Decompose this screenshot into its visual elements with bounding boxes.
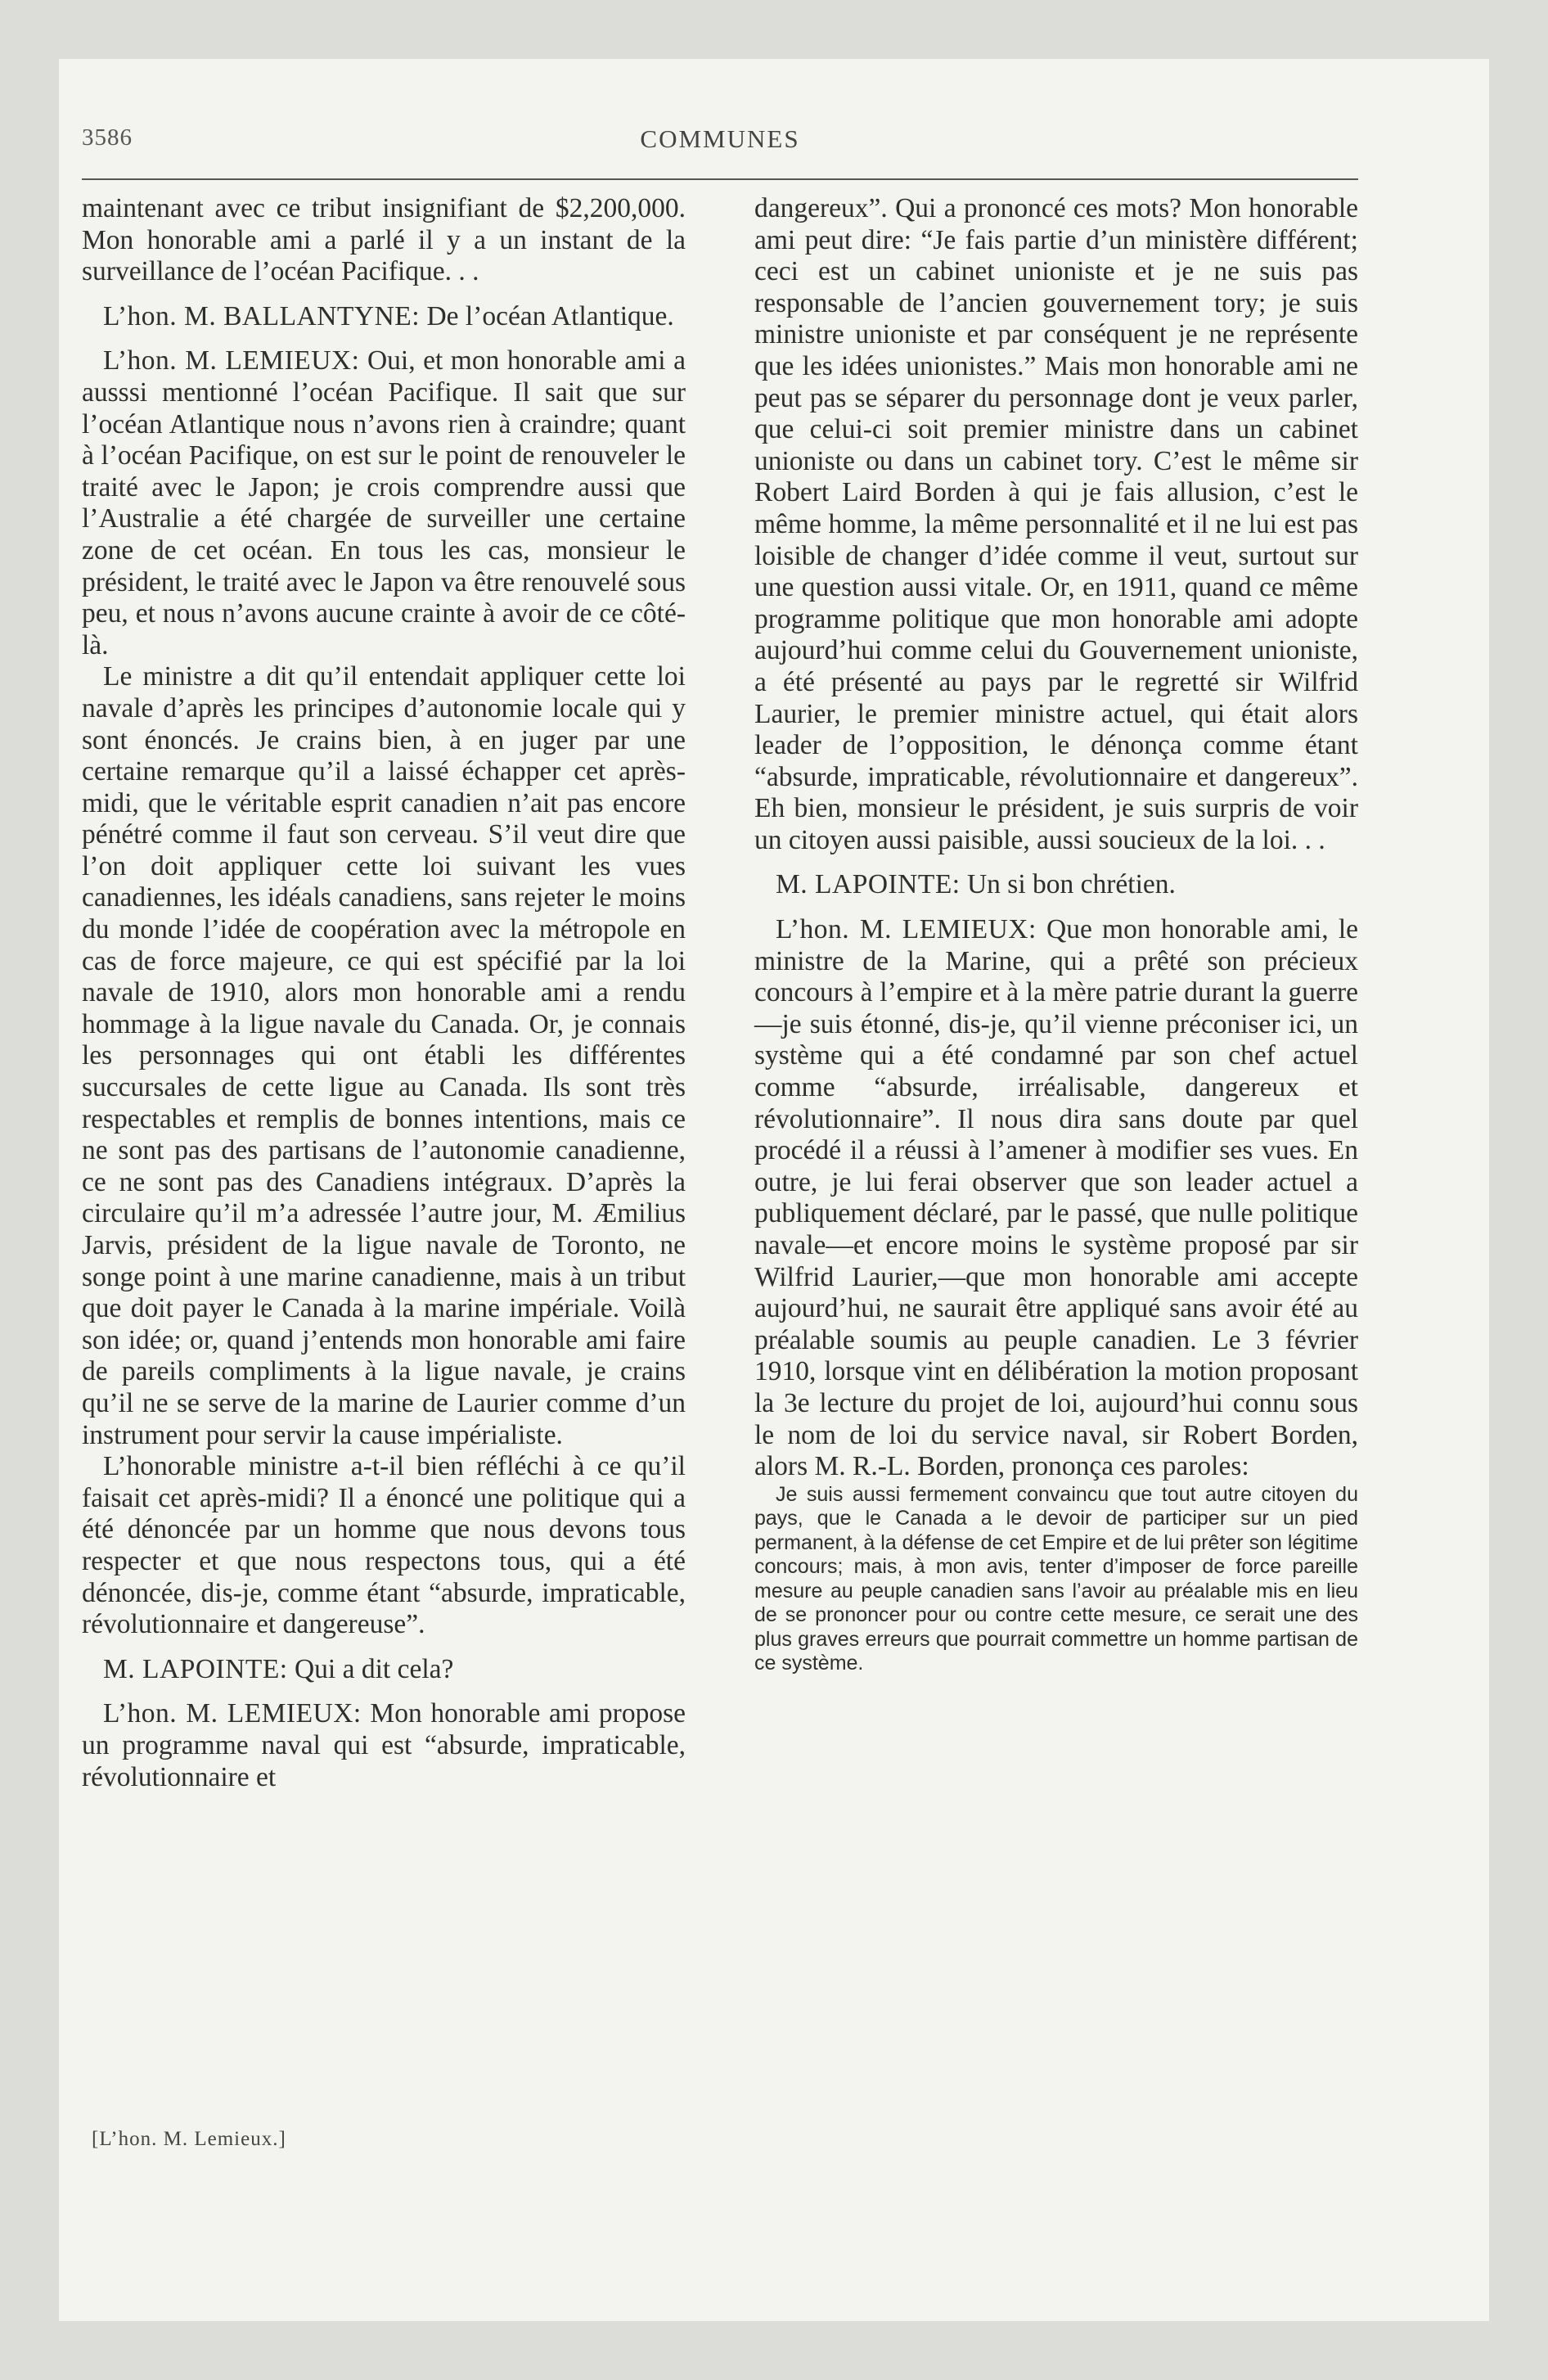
speaker-name: L’hon. M. LEMIEUX:: [776, 914, 1037, 945]
page-header: [82, 124, 1358, 160]
paragraph: [82, 193, 686, 288]
speaker-name: M. LAPOINTE:: [776, 869, 961, 900]
paragraph: [82, 301, 686, 333]
paragraph: [754, 193, 1358, 856]
paragraph-text: Un si bon chrétien.: [960, 869, 1176, 900]
paragraph-text: Oui, et mon honorable ami a ausssi mentionné l’océan Pacifique. Il sait que sur l’océan Atlantique nous n’avons rien à craindre; quant à l’océan Pacifique, on est sur le point de renouveler le traité avec le Japon; je crois comprendre aussi que l’Australie a été chargée de surveiller une certaine zone de cet océan. En tous les cas, monsieur le président, le traité avec le Japon va être renouvelé sous peu, et nous n’avons aucune crainte à avoir de ce côté-là.: [82, 345, 686, 660]
footer-speaker-note: [L’hon. M. Lemieux.]: [92, 2128, 286, 2150]
running-head: COMMUNES: [640, 124, 800, 153]
paragraph: [754, 869, 1358, 901]
paragraph: [82, 1698, 686, 1793]
left-column: [82, 193, 686, 1793]
page-number: 3586: [82, 124, 133, 151]
speaker-name: L’hon. M. BALLANTYNE:: [103, 300, 421, 331]
paragraph: [754, 914, 1358, 1483]
paragraph-text: maintenant avec ce tribut insignifiant de $2,200,000. Mon honorable ami a parlé il y a un instant de la surveillance de l’océan Pacifique. . .: [82, 193, 686, 287]
right-column: [754, 193, 1358, 1676]
paragraph: [82, 1451, 686, 1641]
paragraph-text: L’honorable ministre a-t-il bien réfléchi à ce qu’il faisait cet après-midi? Il a énoncé une politique qui a été dénoncée par un homme que nous devons tous respecter et que nous respectons tous, qui a été dénoncée, dis-je, comme étant “absurde, impraticable, révolutionnaire et dangereuse”.: [82, 1451, 686, 1640]
paragraph-text: Le ministre a dit qu’il entendait appliquer cette loi navale d’après les principes d’autonomie locale qui y sont énoncés. Je crains bien, à en juger par une certaine remarque qu’il a laissé échapper cet après-midi, que le véritable esprit canadien n’ait pas encore pénétré comme il faut son cerveau. S’il veut dire que l’on doit appliquer cette loi suivant les vues canadiennes, les idéals canadiens, sans rejeter le moins du monde l’idée de coopération avec la métropole en cas de force majeure, ce qui est spécifié par la loi navale de 1910, alors mon honorable ami a rendu hommage à la ligue navale du Canada. Or, je connais les personnages qui ont établi les différentes succursales de cette ligue au Canada. Ils sont très respectables et remplis de bonnes intentions, mais ce ne sont pas des partisans de l’autonomie canadienne, ce ne sont pas des Canadiens intégraux. D’après la circulaire qu’il m’a adressée l’autre jour, M. Æmilius Jarvis, président de la ligue navale de Toronto, ne songe point à une marine canadienne, mais à un tribut que doit payer le Canada à la marine impériale. Voilà son idée; or, quand j’entends mon honorable ami faire de pareils compliments à la ligue navale, je crains qu’il ne se serve de la marine de Laurier comme d’un instrument pour servir la cause impérialiste.: [82, 661, 686, 1450]
paragraph-text: dangereux”. Qui a prononcé ces mots? Mon honorable ami peut dire: “Je fais partie d’un ministère différent; ceci est un cabinet unioniste et je ne suis pas responsable de l’ancien gouvernement tory; je suis ministre unioniste et par conséquent je ne représente que les idées unionistes.” Mais mon honorable ami ne peut pas se séparer du personnage dont je veux parler, que celui-ci soit premier ministre dans un cabinet unioniste ou dans un cabinet tory. C’est le même sir Robert Laird Borden à qui je fais allusion, c’est le même homme, la même personnalité et il ne lui est pas loisible de changer d’idée comme il veut, surtout sur une question aussi vitale. Or, en 1911, quand ce même programme politique que mon honorable ami adopte aujourd’hui comme celui du Gouvernement unioniste, a été présenté au pays par le regretté sir Wilfrid Laurier, le premier ministre actuel, qui était alors leader de l’opposition, le dénonça comme étant “absurde, impraticable, révolutionnaire et dangereux”. Eh bien, monsieur le président, je suis surpris de voir un citoyen aussi paisible, aussi soucieux de la loi. . .: [754, 193, 1358, 855]
paragraph-text: Que mon honorable ami, le ministre de la Marine, qui a prêté son précieux concours à l’empire et à la mère patrie durant la guerre—je suis étonné, dis-je, qu’il vienne préconiser ici, un système qui a été condamné par son chef actuel comme “absurde, irréalisable, dangereux et révolutionnaire”. Il nous dira sans doute par quel procédé il a réussi à l’amener à modifier ses vues. En outre, je lui ferai observer que son leader actuel a publiquement déclaré, par le passé, que nulle politique navale—et encore moins le système proposé par sir Wilfrid Laurier,—que mon honorable ami accepte aujourd’hui, ne saurait être appliqué sans avoir été au préalable soumis au peuple canadien. Le 3 février 1910, lorsque vint en délibération la motion proposant la 3e lecture du projet de loi, aujourd’hui connu sous le nom de loi du service naval, sir Robert Borden, alors M. R.-L. Borden, prononça ces paroles:: [754, 914, 1358, 1482]
speaker-name: L’hon. M. LEMIEUX:: [103, 345, 360, 376]
paragraph-text: Mon honorable ami propose un programme naval qui est “absurde, impraticable, révolutionnaire et: [82, 1698, 686, 1792]
paragraph: [82, 661, 686, 1451]
paragraph: [82, 1654, 686, 1686]
speaker-name: M. LAPOINTE:: [103, 1653, 288, 1684]
header-rule: [82, 178, 1358, 180]
paragraph-text: Qui a dit cela?: [287, 1653, 454, 1684]
speaker-name: L’hon. M. LEMIEUX:: [103, 1698, 362, 1729]
paragraph-text: De l’océan Atlantique.: [420, 300, 674, 331]
block-quote: Je suis aussi fermement convaincu que tout autre citoyen du pays, que le Canada a le devoir de participer sur un pied permanent, à la défense de cet Empire et de lui prêter son légitime concours; mais, à mon avis, tenter d’imposer de force pareille mesure au peuple canadien sans l’avoir au préalable mis en lieu de se prononcer pour ou contre cette mesure, ce serait une des plus graves erreurs que pourrait commettre un homme partisan de ce système.: [754, 1482, 1358, 1675]
paragraph: [82, 345, 686, 661]
